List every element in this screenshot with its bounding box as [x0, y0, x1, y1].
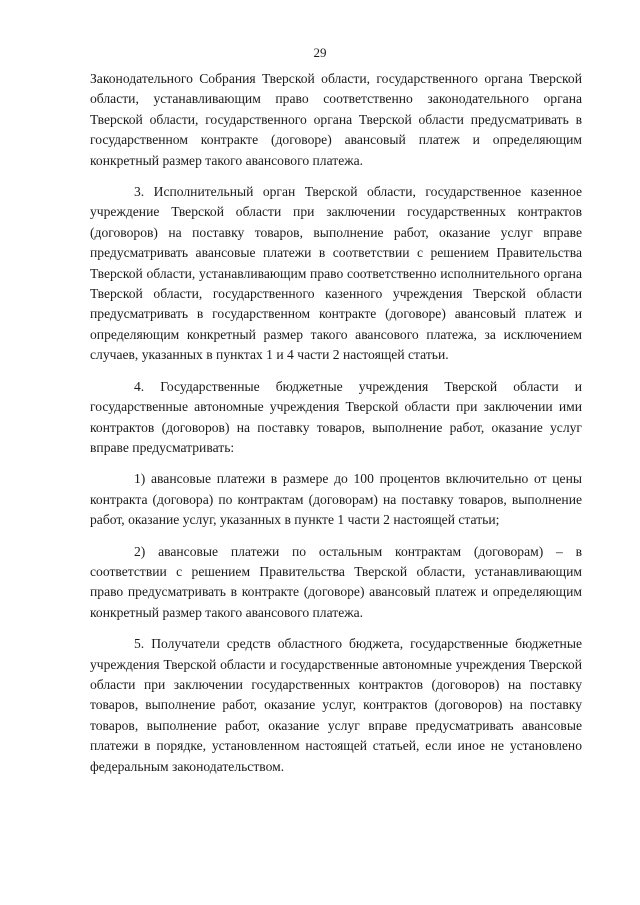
paragraph-continuation: Законодательного Собрания Тверской области, государственного органа Тверской области, устанавливающим право соответственно законодательного органа Тверской области, государственного органа Тверской области предусматривать в государственном контракте (договоре) авансовый платеж и определяющим конкретный размер такого авансового платежа.: [90, 71, 582, 168]
paragraph-item-5: 5. Получатели средств областного бюджета, государственные бюджетные учреждения Тверской области и государственные автономные учреждения Тверской области при заключении государственных контрактов (договоров) на поставку товаров, выполнение работ, оказание услуг, контрактов (договоров) на поставку товаров, выполнение работ, оказание услуг вправе предусматривать авансовые платежи в порядке, установленном настоящей статьей, если иное не установлено федеральным законодательством.: [90, 636, 582, 774]
page-number: 29: [313, 45, 327, 60]
paragraph-subitem-2: 2) авансовые платежи по остальным контрактам (договорам) – в соответствии с решением Правительства Тверской области, устанавливающим право предусматривать в контракте (договоре) авансовый платеж и определяющим конкретный размер такого авансового платежа.: [90, 543, 582, 620]
document-body: [90, 69, 582, 777]
paragraph-item-4: 4. Государственные бюджетные учреждения Тверской области и государственные автономные учреждения Тверской области при заключении ими контрактов (договоров) на поставку товаров, выполнение работ, оказание услуг вправе предусматривать:: [90, 378, 582, 455]
paragraph-subitem-1: 1) авансовые платежи в размере до 100 процентов включительно от цены контракта (договора) по контрактам (договорам) на поставку товаров, выполнение работ, оказание услуг, указанных в пункте 1 части 2 настоящей статьи;: [90, 471, 582, 528]
paragraph-item-3: 3. Исполнительный орган Тверской области, государственное казенное учреждение Тверской области при заключении государственных контрактов (договоров) на поставку товаров, выполнение работ, оказание услуг вправе предусматривать авансовые платежи в соответствии с решением Правительства Тверской области, устанавливающим право соответственно исполнительного органа Тверской области, государственного казенного учреждения Тверской области предусматривать в государственном контракте (договоре) авансовый платеж и определяющим конкретный размер такого авансового платежа, за исключением случаев, указанных в пунктах 1 и 4 части 2 настоящей статьи.: [90, 184, 582, 363]
